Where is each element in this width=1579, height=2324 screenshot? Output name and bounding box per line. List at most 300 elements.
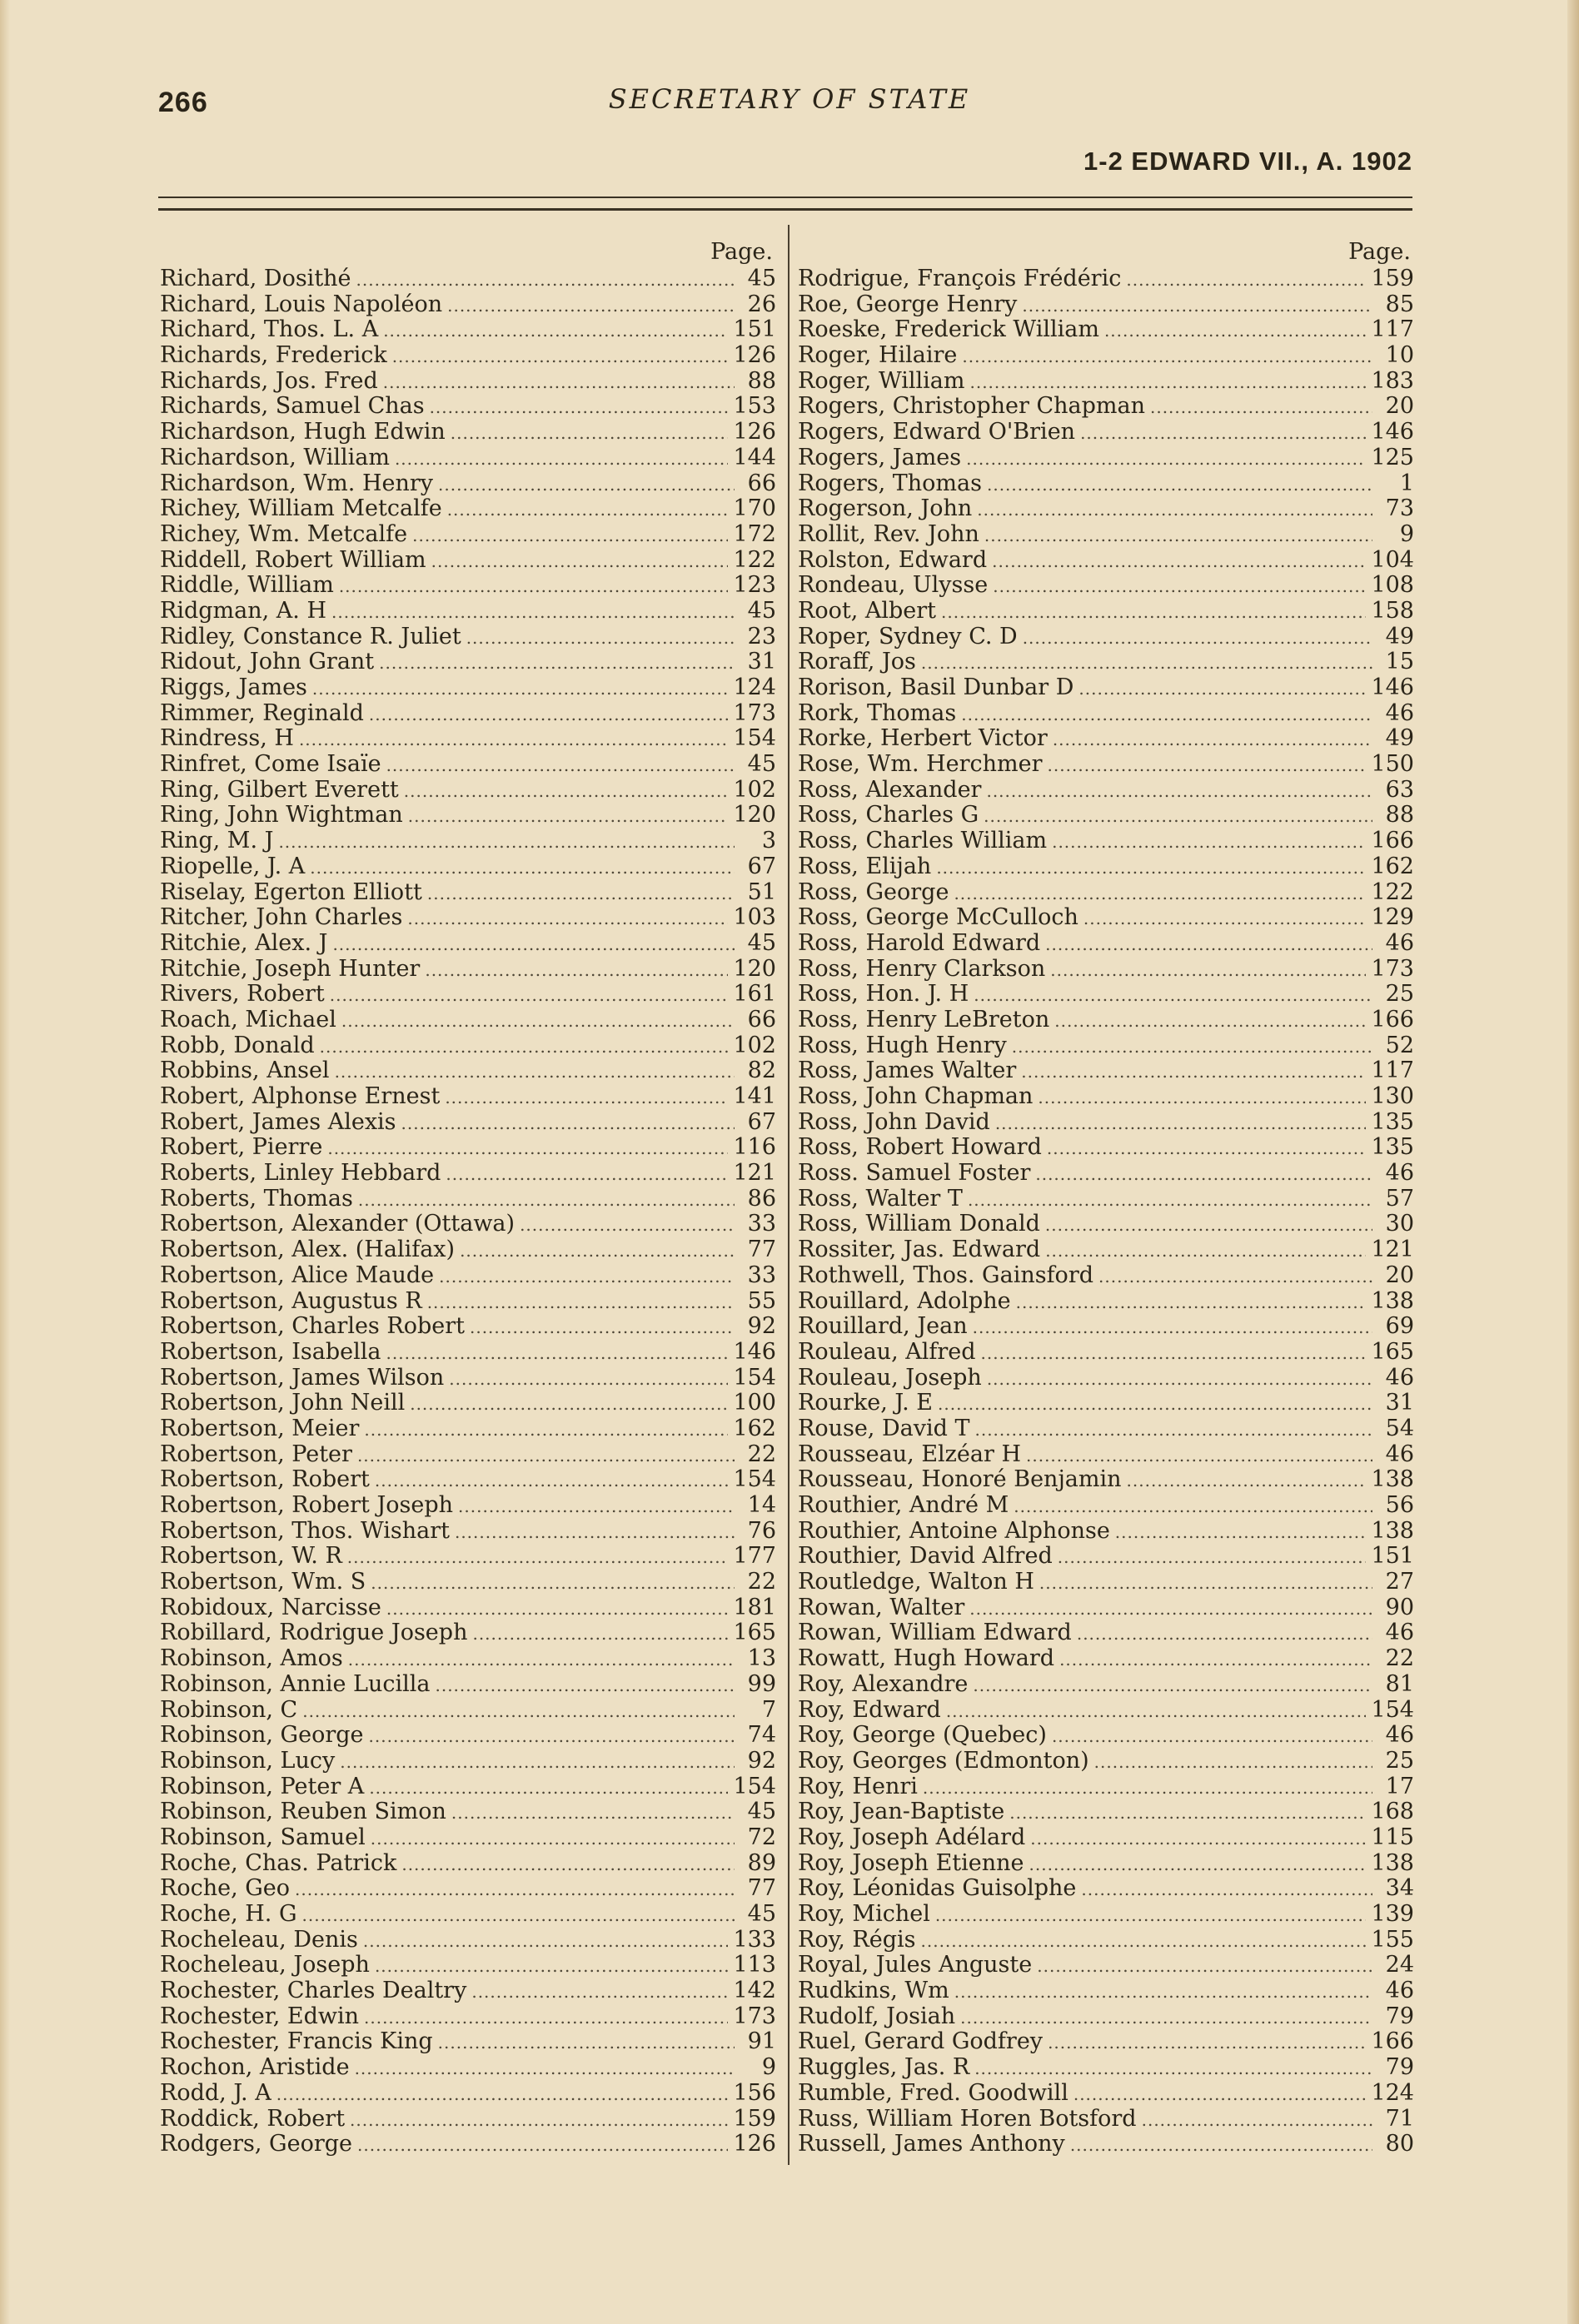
entry-name: Rowan, William Edward xyxy=(798,1620,1072,1646)
index-entry xyxy=(798,931,1414,957)
dot-leader xyxy=(364,2005,728,2031)
dot-leader xyxy=(369,1775,728,1801)
entry-name: Robertson, Meier xyxy=(160,1415,360,1441)
dot-leader xyxy=(430,395,729,421)
index-entry xyxy=(798,1799,1414,1825)
dot-leader xyxy=(1050,958,1366,983)
entry-name: Ross, Hugh Henry xyxy=(798,1032,1007,1058)
entry-name: Rourke, J. E xyxy=(798,1390,933,1416)
dot-leader xyxy=(1038,1085,1366,1111)
entry-name: Robertson, Alexander (Ottawa) xyxy=(160,1211,516,1237)
dot-leader xyxy=(1077,1621,1372,1647)
dot-leader xyxy=(339,574,729,600)
index-entry xyxy=(160,625,776,650)
entry-page: 7 xyxy=(761,1696,776,1723)
index-entry xyxy=(160,1058,776,1084)
index-entry xyxy=(160,1008,776,1033)
index-entry xyxy=(798,1135,1414,1161)
entry-name: Ross, Henry Clarkson xyxy=(798,955,1046,982)
entry-name: Rudkins, Wm xyxy=(798,1978,949,2004)
entry-page: 63 xyxy=(1385,776,1414,803)
index-entry xyxy=(798,1749,1414,1774)
entry-name: Rodd, J. A xyxy=(160,2079,271,2106)
dot-leader xyxy=(1048,753,1367,779)
entry-page: 92 xyxy=(747,1313,776,1340)
dot-leader xyxy=(986,779,1372,804)
entry-name: Richey, William Metcalfe xyxy=(160,495,442,522)
index-entry xyxy=(798,625,1414,650)
entry-name: Richard, Louis Napoléon xyxy=(160,291,443,317)
index-entry xyxy=(798,1723,1414,1749)
entry-page: 15 xyxy=(1385,649,1414,675)
dot-leader xyxy=(425,958,728,983)
entry-name: Ring, M. J xyxy=(160,828,274,854)
index-entry xyxy=(160,1110,776,1136)
entry-page: 88 xyxy=(1385,802,1414,829)
entry-page: 22 xyxy=(747,1569,776,1595)
index-entry xyxy=(160,1340,776,1366)
entry-name: Robinson, Lucy xyxy=(160,1747,336,1774)
dot-leader xyxy=(312,676,729,702)
entry-name: Ross, Robert Howard xyxy=(798,1134,1042,1161)
entry-page: 66 xyxy=(747,1006,776,1033)
entry-name: Ross, William Donald xyxy=(798,1211,1040,1237)
entry-page: 116 xyxy=(733,1134,776,1161)
index-entry xyxy=(160,931,776,957)
entry-page: 103 xyxy=(733,904,776,931)
entry-page: 31 xyxy=(747,649,776,675)
index-entry xyxy=(160,1263,776,1289)
index-entry xyxy=(798,1570,1414,1595)
dot-leader xyxy=(401,1111,735,1137)
dot-leader xyxy=(371,1826,735,1852)
dot-leader xyxy=(386,1596,729,1622)
index-entry xyxy=(160,1467,776,1493)
entry-name: Ross, Charles William xyxy=(798,828,1048,854)
index-entry xyxy=(798,1008,1414,1033)
dot-leader xyxy=(1070,2132,1372,2158)
dot-leader xyxy=(1094,1749,1372,1775)
dot-leader xyxy=(1115,1520,1367,1545)
entry-page: 49 xyxy=(1385,725,1414,752)
entry-name: Ross, Alexander xyxy=(798,776,982,803)
dot-leader xyxy=(936,855,1366,881)
index-column-left xyxy=(160,238,776,2157)
index-entry xyxy=(798,982,1414,1008)
dot-leader xyxy=(1021,1059,1366,1085)
entry-page: 46 xyxy=(1385,1441,1414,1467)
entry-page: 46 xyxy=(1385,1364,1414,1391)
entry-name: Ring, John Wightman xyxy=(160,802,403,829)
index-entry xyxy=(160,1799,776,1825)
entry-name: Ridgman, A. H xyxy=(160,597,326,624)
dot-leader xyxy=(451,1800,735,1826)
index-entry xyxy=(160,1851,776,1877)
dot-leader xyxy=(278,829,735,855)
dot-leader xyxy=(276,2082,729,2108)
index-entry xyxy=(160,1135,776,1161)
entry-name: Robertson, W. R xyxy=(160,1543,342,1570)
entry-name: Roger, William xyxy=(798,367,965,394)
index-entry xyxy=(798,752,1414,778)
index-entry xyxy=(798,726,1414,752)
entry-page: 20 xyxy=(1385,393,1414,420)
dot-leader xyxy=(1045,1238,1366,1264)
index-entry xyxy=(798,1544,1414,1570)
entry-page: 54 xyxy=(1385,1415,1414,1441)
dot-leader xyxy=(1014,1494,1372,1520)
entry-name: Rouillard, Adolphe xyxy=(798,1287,1011,1314)
entry-page: 154 xyxy=(733,1466,776,1493)
entry-page: 1 xyxy=(1399,470,1414,496)
index-entry xyxy=(160,1391,776,1416)
dot-leader xyxy=(973,1673,1372,1699)
entry-name: Richardson, Wm. Henry xyxy=(160,470,434,496)
index-column-right xyxy=(798,238,1414,2157)
index-entry xyxy=(798,1825,1414,1851)
index-entry xyxy=(798,394,1414,420)
index-entry xyxy=(798,1366,1414,1391)
entry-page: 141 xyxy=(733,1083,776,1109)
entry-page: 71 xyxy=(1385,2105,1414,2132)
entry-name: Ross, George xyxy=(798,878,949,905)
entry-page: 100 xyxy=(733,1390,776,1416)
dot-leader xyxy=(455,1520,735,1545)
entry-name: Rodgers, George xyxy=(160,2131,353,2157)
dot-leader xyxy=(371,1570,735,1596)
index-entry xyxy=(160,445,776,471)
index-entry xyxy=(160,957,776,983)
index-entry xyxy=(798,599,1414,625)
index-entry xyxy=(798,573,1414,599)
entry-page: 86 xyxy=(747,1185,776,1212)
entry-name: Rorison, Basil Dunbar D xyxy=(798,674,1074,700)
entry-name: Rothwell, Thos. Gainsford xyxy=(798,1262,1094,1288)
entry-name: Ross, Hon. J. H xyxy=(798,981,969,1008)
index-entry xyxy=(798,1851,1414,1877)
entry-name: Roraff, Jos xyxy=(798,649,916,675)
entry-name: Ross, Elijah xyxy=(798,853,932,879)
entry-name: Routhier, André M xyxy=(798,1492,1009,1518)
entry-page: 122 xyxy=(733,546,776,573)
index-entry xyxy=(160,1928,776,1953)
dot-leader xyxy=(295,1877,735,1903)
entry-name: Robertson, Isabella xyxy=(160,1338,381,1365)
entry-page: 9 xyxy=(1399,520,1414,547)
dot-leader xyxy=(966,446,1366,472)
entry-page: 76 xyxy=(747,1517,776,1544)
entry-name: Robinson, Amos xyxy=(160,1645,343,1672)
index-entry xyxy=(160,1698,776,1724)
entry-page: 117 xyxy=(1371,1057,1414,1084)
entry-name: Roy, Edward xyxy=(798,1696,941,1723)
entry-name: Robbins, Ansel xyxy=(160,1057,330,1084)
index-entry xyxy=(160,1570,776,1595)
index-entry xyxy=(798,1646,1414,1672)
entry-page: 46 xyxy=(1385,929,1414,956)
entry-name: Robinson, Peter A xyxy=(160,1773,365,1799)
index-entry xyxy=(160,1212,776,1237)
index-entry xyxy=(798,522,1414,548)
entry-page: 102 xyxy=(733,1032,776,1058)
entry-page: 121 xyxy=(733,1160,776,1187)
entry-name: Rudolf, Josiah xyxy=(798,2003,956,2029)
entry-page: 66 xyxy=(747,470,776,496)
index-entry xyxy=(798,266,1414,292)
entry-page: 89 xyxy=(747,1849,776,1876)
dot-leader xyxy=(974,1417,1372,1443)
entry-name: Rorke, Herbert Victor xyxy=(798,725,1048,752)
entry-name: Rork, Thomas xyxy=(798,699,957,726)
entry-name: Robinson, Samuel xyxy=(160,1824,366,1850)
entry-name: Richards, Frederick xyxy=(160,342,387,369)
entry-name: Ruggles, Jas. R xyxy=(798,2054,970,2081)
entry-name: Roddick, Robert xyxy=(160,2105,346,2132)
entry-page: 49 xyxy=(1385,623,1414,649)
entry-page: 173 xyxy=(1371,955,1414,982)
index-entry xyxy=(798,957,1414,983)
entry-page: 55 xyxy=(747,1287,776,1314)
index-entry xyxy=(160,420,776,445)
index-entry xyxy=(798,880,1414,906)
entry-page: 113 xyxy=(733,1952,776,1978)
dot-leader xyxy=(302,1903,735,1928)
index-entry xyxy=(160,1084,776,1110)
dot-leader xyxy=(320,1034,729,1060)
index-entry xyxy=(798,1978,1414,2004)
index-entry xyxy=(160,1774,776,1800)
entry-name: Russell, James Anthony xyxy=(798,2131,1065,2157)
index-entry xyxy=(160,599,776,625)
dot-leader xyxy=(356,267,735,293)
entry-name: Rouleau, Joseph xyxy=(798,1364,982,1391)
index-entry xyxy=(160,1161,776,1187)
entry-page: 151 xyxy=(733,316,776,343)
entry-page: 99 xyxy=(747,1670,776,1697)
entry-name: Robert, Pierre xyxy=(160,1134,323,1161)
dot-leader xyxy=(974,2056,1372,2082)
dot-leader xyxy=(310,855,735,881)
index-entry xyxy=(798,649,1414,675)
index-entry xyxy=(160,1902,776,1928)
index-entry xyxy=(160,1620,776,1646)
entry-page: 33 xyxy=(747,1211,776,1237)
entry-page: 45 xyxy=(747,597,776,624)
entry-name: Roy, Joseph Etienne xyxy=(798,1849,1024,1876)
dot-leader xyxy=(1035,1162,1372,1187)
entry-name: Richey, Wm. Metcalfe xyxy=(160,520,408,547)
entry-name: Rocheleau, Denis xyxy=(160,1926,358,1953)
entry-page: 52 xyxy=(1385,1032,1414,1058)
entry-name: Rogers, Edward O'Brien xyxy=(798,419,1076,445)
entry-name: Rivers, Robert xyxy=(160,981,325,1008)
index-entry xyxy=(160,1314,776,1340)
entry-page: 81 xyxy=(1385,1670,1414,1697)
entry-page: 25 xyxy=(1385,981,1414,1008)
dot-leader xyxy=(969,370,1366,396)
dot-leader xyxy=(1080,421,1366,446)
entry-name: Roy, Léonidas Guisolphe xyxy=(798,1875,1077,1902)
dot-leader xyxy=(1016,1290,1367,1316)
entry-name: Roche, Geo xyxy=(160,1875,291,1902)
entry-page: 133 xyxy=(733,1926,776,1953)
entry-page: 124 xyxy=(1371,2079,1414,2106)
index-entry xyxy=(160,496,776,522)
entry-name: Richard, Dosithé xyxy=(160,266,351,291)
entry-name: Ring, Gilbert Everett xyxy=(160,776,399,803)
entry-page: 154 xyxy=(733,725,776,752)
dot-leader xyxy=(438,2030,735,2056)
index-entry xyxy=(160,778,776,804)
entry-page: 173 xyxy=(733,699,776,726)
index-entry xyxy=(798,1289,1414,1315)
dot-leader xyxy=(330,983,729,1008)
header-rule xyxy=(158,197,1412,198)
entry-page: 183 xyxy=(1371,367,1414,394)
entry-name: Riselay, Egerton Elliott xyxy=(160,878,422,905)
dot-leader xyxy=(1054,1008,1366,1034)
entry-name: Richards, Samuel Chas xyxy=(160,393,425,420)
dot-leader xyxy=(458,1494,735,1520)
dot-leader xyxy=(358,1187,735,1213)
entry-name: Rousseau, Elzéar H xyxy=(798,1441,1021,1467)
dot-leader xyxy=(379,650,735,676)
dot-leader xyxy=(921,1928,1367,1954)
entry-page: 154 xyxy=(1371,1696,1414,1723)
entry-name: Roy, Régis xyxy=(798,1926,916,1953)
dot-leader xyxy=(460,1238,735,1264)
entry-page: 156 xyxy=(733,2079,776,2106)
entry-name: Ross. Samuel Foster xyxy=(798,1160,1031,1187)
entry-page: 46 xyxy=(1385,1722,1414,1749)
entry-name: Rondeau, Ulysse xyxy=(798,572,989,599)
index-entry xyxy=(798,1084,1414,1110)
dot-leader xyxy=(935,1903,1367,1928)
index-entry xyxy=(798,1110,1414,1136)
index-entry xyxy=(160,266,776,292)
entry-name: Robertson, Thos. Wishart xyxy=(160,1517,450,1544)
index-entry xyxy=(798,2081,1414,2107)
entry-page: 51 xyxy=(747,878,776,905)
index-entry xyxy=(798,1263,1414,1289)
entry-page: 121 xyxy=(1371,1237,1414,1263)
entry-page: 123 xyxy=(733,572,776,599)
entry-name: Roche, Chas. Patrick xyxy=(160,1849,397,1876)
entry-name: Riddle, William xyxy=(160,572,334,599)
entry-name: Roy, Georges (Edmonton) xyxy=(798,1747,1089,1774)
dot-leader xyxy=(369,1724,735,1749)
entry-name: Rossiter, Jas. Edward xyxy=(798,1237,1041,1263)
entry-page: 155 xyxy=(1371,1926,1414,1953)
entry-page: 69 xyxy=(1385,1313,1414,1340)
entry-page: 159 xyxy=(733,2105,776,2132)
dot-leader xyxy=(992,549,1366,575)
entry-page: 120 xyxy=(733,802,776,829)
index-entry xyxy=(160,1493,776,1519)
dot-leader xyxy=(408,804,729,829)
dot-leader xyxy=(331,600,735,625)
index-entry xyxy=(798,1928,1414,1953)
index-entry xyxy=(160,1825,776,1851)
dot-leader xyxy=(427,881,735,907)
entry-name: Robertson, Robert xyxy=(160,1466,370,1493)
index-entry xyxy=(798,445,1414,471)
entry-page: 117 xyxy=(1371,316,1414,343)
entry-page: 34 xyxy=(1385,1875,1414,1902)
index-list-left xyxy=(160,266,776,2157)
page-edge-right xyxy=(1567,0,1579,2324)
entry-page: 138 xyxy=(1371,1849,1414,1876)
entry-page: 9 xyxy=(761,2054,776,2081)
entry-page: 138 xyxy=(1371,1517,1414,1544)
index-entry xyxy=(160,701,776,727)
index-entry xyxy=(160,548,776,574)
entry-name: Richardson, William xyxy=(160,444,390,470)
entry-name: Rogers, Christopher Chapman xyxy=(798,393,1145,420)
dot-leader xyxy=(1029,1852,1367,1878)
entry-name: Rousseau, Honoré Benjamin xyxy=(798,1466,1122,1493)
dot-leader xyxy=(938,1391,1372,1417)
index-list-right xyxy=(798,266,1414,2157)
dot-leader xyxy=(1073,2082,1367,2108)
dot-leader xyxy=(332,932,735,958)
index-entry xyxy=(160,1366,776,1391)
entry-name: Robertson, James Wilson xyxy=(160,1364,445,1391)
entry-name: Rumble, Fred. Goodwill xyxy=(798,2079,1068,2106)
entry-page: 45 xyxy=(747,751,776,778)
entry-name: Rose, Wm. Herchmer xyxy=(798,751,1043,778)
entry-page: 23 xyxy=(747,623,776,649)
entry-name: Robertson, Wm. S xyxy=(160,1569,366,1595)
entry-name: Robinson, George xyxy=(160,1722,364,1749)
entry-name: Robertson, Peter xyxy=(160,1441,352,1467)
entry-page: 135 xyxy=(1371,1134,1414,1161)
entry-name: Routhier, David Alfred xyxy=(798,1543,1053,1570)
index-entry xyxy=(798,471,1414,497)
index-entry xyxy=(160,1519,776,1545)
index-entry xyxy=(160,394,776,420)
index-entry xyxy=(160,343,776,369)
entry-name: Ross, Harold Edward xyxy=(798,929,1041,956)
entry-page: 13 xyxy=(747,1645,776,1672)
dot-leader xyxy=(1009,1800,1366,1826)
dot-leader xyxy=(369,702,729,728)
index-entry xyxy=(798,778,1414,804)
dot-leader xyxy=(327,1136,728,1162)
index-entry xyxy=(798,496,1414,522)
index-entry xyxy=(160,803,776,829)
entry-name: Rogerson, John xyxy=(798,495,973,522)
entry-name: Ritchie, Joseph Hunter xyxy=(160,955,421,982)
index-entry xyxy=(160,752,776,778)
dot-leader xyxy=(1045,1212,1372,1238)
index-entry xyxy=(160,1646,776,1672)
dot-leader xyxy=(968,1187,1372,1213)
dot-leader xyxy=(987,472,1372,498)
dot-leader xyxy=(386,753,735,779)
index-entry xyxy=(798,1237,1414,1263)
dot-leader xyxy=(961,702,1372,728)
index-entry xyxy=(160,1237,776,1263)
entry-page: 102 xyxy=(733,776,776,803)
entry-page: 79 xyxy=(1385,2054,1414,2081)
dot-leader xyxy=(363,1928,729,1954)
index-entry xyxy=(798,854,1414,880)
dot-leader xyxy=(941,600,1366,625)
dot-leader xyxy=(954,881,1366,907)
entry-page: 46 xyxy=(1385,699,1414,726)
dot-leader xyxy=(1098,1264,1372,1290)
